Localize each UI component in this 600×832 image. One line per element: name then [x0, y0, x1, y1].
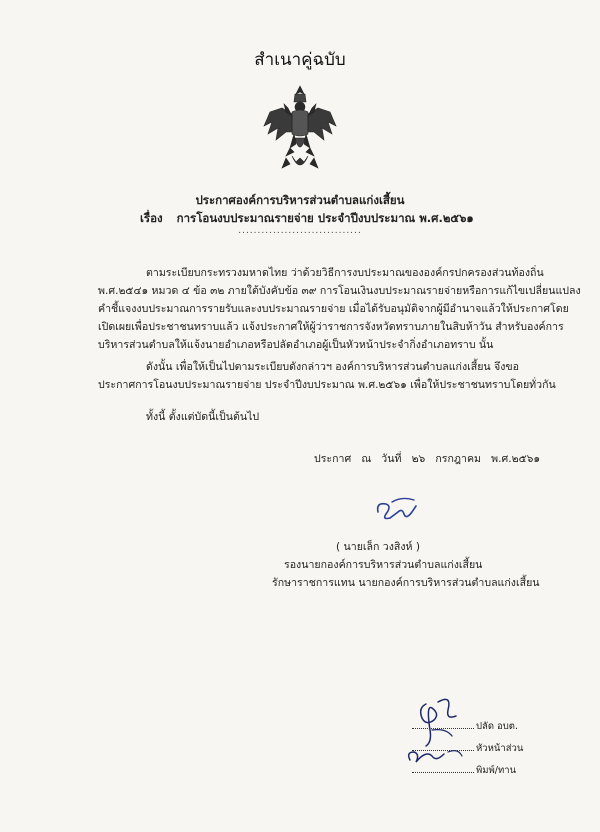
paragraph-2-line: ประกาศการโอนงบประมาณรายจ่าย ประจำปีงบประมาณ พ.ศ.๒๕๖๑ เพื่อให้ประชาชนทราบโดยทั่วกัน [98, 379, 556, 391]
issuer-heading: ประกาศองค์การบริหารส่วนตำบลแก่งเสี้ยน [195, 193, 405, 207]
signatory-position: รองนายกองค์การบริหารส่วนตำบลแก่งเสี้ยน [284, 559, 483, 571]
sign-line [412, 762, 474, 773]
paragraph-2-line: ดังนั้น เพื่อให้เป็นไปตามระเบียบดังกล่าวฯ องค์การบริหารส่วนตำบลแก่งเสี้ยน จึงขอ [146, 361, 520, 373]
day-label: วันที่ [381, 453, 402, 465]
signatory-name: ( นายเล็ก วงสิงห์ ) [336, 541, 421, 553]
approval-row-deputy [412, 718, 518, 734]
sign-line [412, 740, 474, 751]
paragraph-1-line: เปิดเผยเพื่อประชาชนทราบแล้ว แจ้งประกาศให้ผู้ว่าราชการจังหวัดทราบภายในสิบห้าวัน สำหรับองค์การ [98, 321, 564, 333]
paragraph-3: ทั้งนี้ ตั้งแต่บัดนี้เป็นต้นไป [146, 411, 260, 423]
approval-role: พิมพ์/ทาน [476, 765, 517, 776]
signatory-acting: รักษาราชการแทน นายกองค์การบริหารส่วนตำบลแก่งเสี้ยน [272, 577, 540, 589]
announced-label: ประกาศ [314, 453, 352, 465]
date-day: ๒๖ [411, 453, 426, 465]
paragraph-1-line: คำชี้แจงงบประมาณการรายรับและงบประมาณรายจ่าย เมื่อได้รับอนุมัติจากผู้มีอำนาจแล้วให้ประกาศโดย [98, 303, 569, 315]
date-year: พ.ศ.๒๕๖๑ [491, 453, 541, 465]
signatory-signature-icon [372, 494, 422, 528]
approval-role: ปลัด อบต. [476, 721, 518, 732]
paragraph-1-line: บริหารส่วนตำบลให้แจ้งนายอำเภอหรือปลัดอำเภอผู้เป็นหัวหน้าประจำกิ่งอำเภอทราบ นั้น [98, 339, 494, 351]
copy-title: สำเนาคู่ฉบับ [254, 50, 346, 70]
heading-separator: ................................ [238, 226, 362, 236]
sign-line [412, 718, 474, 729]
subject-text: การโอนงบประมาณรายจ่าย ประจำปีงบประมาณ พ.ศ.๒๕๖๑ [176, 211, 474, 225]
at-label: ณ [361, 453, 372, 465]
approval-row-typist [412, 762, 516, 778]
approval-role: หัวหน้าส่วน [476, 743, 524, 754]
subject-label: เรื่อง [140, 211, 163, 225]
approval-row-head [412, 740, 523, 756]
paragraph-1-line: ตามระเบียบกระทรวงมหาดไทย ว่าด้วยวิธีการงบประมาณขององค์กรปกครองส่วนท้องถิ่น [146, 267, 544, 279]
date-month: กรกฎาคม [435, 453, 482, 465]
garuda-emblem-icon [262, 82, 338, 178]
dateline [314, 450, 540, 468]
paragraph-1-line: พ.ศ.๒๕๔๑ หมวด ๔ ข้อ ๓๒ ภายใต้บังคับข้อ ๓๙ การโอนเงินงบประมาณรายจ่ายหรือการแก้ไขเปลี่ยนแปลง [98, 285, 581, 297]
